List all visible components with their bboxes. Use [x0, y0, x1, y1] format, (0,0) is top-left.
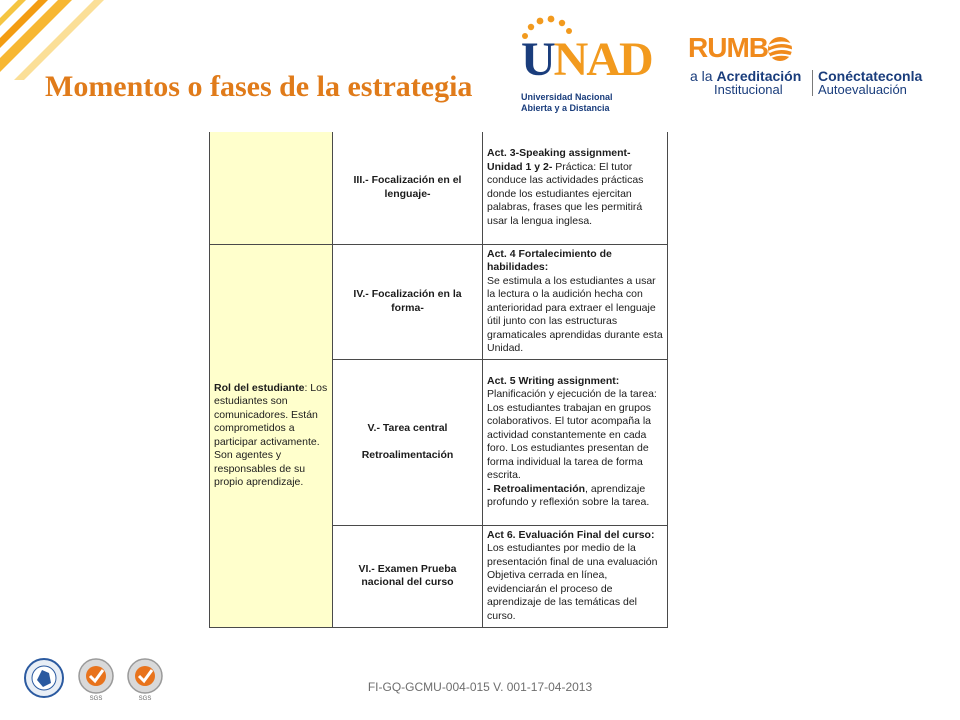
activity-cell [483, 244, 668, 359]
phase-title: V.- Tarea central [367, 421, 448, 434]
phase-subtitle: Retroalimentación [361, 449, 454, 461]
unad-logo [517, 14, 652, 113]
table-row [210, 132, 668, 244]
role-text: : Los estudiantes son comunicadores. Están comprometidos a participar activamente. Son agentes y responsables de su propio aprendizaje. [214, 381, 328, 488]
rumbo-cta-line1: Conéctateconla [818, 68, 923, 84]
corner-stripes-decoration [0, 0, 120, 80]
rumbo-globe-icon [766, 34, 796, 64]
certification-logos [24, 656, 174, 702]
rumbo-line1: a la Acreditación [690, 68, 802, 84]
table-row [210, 244, 668, 359]
unad-subtitle: Universidad Nacional Abierta y a Distancia [521, 92, 613, 113]
rumbo-divider [812, 70, 813, 96]
footer-document-code: FI-GQ-GCMU-004-015 V. 001-17-04-2013 [367, 680, 593, 694]
activity-text: Planificación y ejecución de la tarea: Los estudiantes trabajan en grupos colaborativos. El tutor acompaña la actividad constantemente en cada foro. Los estudiantes presentan de forma individual la tarea de forma escrita. [487, 388, 657, 481]
activity-cell [483, 132, 668, 244]
unad-wordmark: UNAD [521, 33, 652, 86]
role-cell-empty [210, 132, 333, 244]
activity-text: Los estudiantes por medio de la presentación final de una evaluación Objetiva cerrada en línea, evidenciarán el proceso de aprendizaje de las temáticas del curso. [487, 542, 658, 622]
activity-heading: Act. 4 Fortalecimiento de habilidades: [487, 247, 612, 273]
page-title: Momentos o fases de la estrategia [45, 70, 473, 103]
rumbo-wordmark: RUMB [688, 32, 768, 63]
svg-text:SGS: SGS [89, 696, 103, 702]
phase-cell: III.- Focalización en el lenguaje- [333, 132, 483, 244]
phase-cell [333, 359, 483, 525]
activity-heading: Act. 3-Speaking assignment- Unidad 1 y 2- [487, 147, 631, 173]
activity-text: Práctica: El tutor conduce las actividades prácticas donde los estudiantes ejercitan palabras, frases que les permitirá usar la lengua inglesa. [487, 160, 644, 227]
activity-heading: Act 6. Evaluación Final del curso: [487, 528, 655, 541]
rumbo-line2: Institucional [714, 82, 783, 97]
svg-text:SGS: SGS [138, 696, 152, 702]
activity-cell [483, 525, 668, 627]
rumbo-cta-line2: Autoevaluación [818, 82, 907, 97]
phase-cell: VI.- Examen Prueba nacional del curso [333, 525, 483, 627]
rumbo-logo [688, 34, 928, 96]
role-cell [210, 244, 333, 627]
role-heading: Rol del estudiante [214, 381, 305, 394]
activity-feedback: - Retroalimentación, aprendizaje profundo y reflexión sobre la tarea. [487, 482, 650, 508]
activity-heading: Act. 5 Writing assignment: [487, 374, 620, 387]
activity-text: Se estimula a los estudiantes a usar la lectura o la audición hecha con anterioridad para extraer el lenguaje útil junto con las estructuras gramaticales aprendidas durante esta Unidad. [487, 274, 663, 354]
strategy-table [209, 132, 668, 628]
phase-cell: IV.- Focalización en la forma- [333, 244, 483, 359]
activity-cell [483, 359, 668, 525]
